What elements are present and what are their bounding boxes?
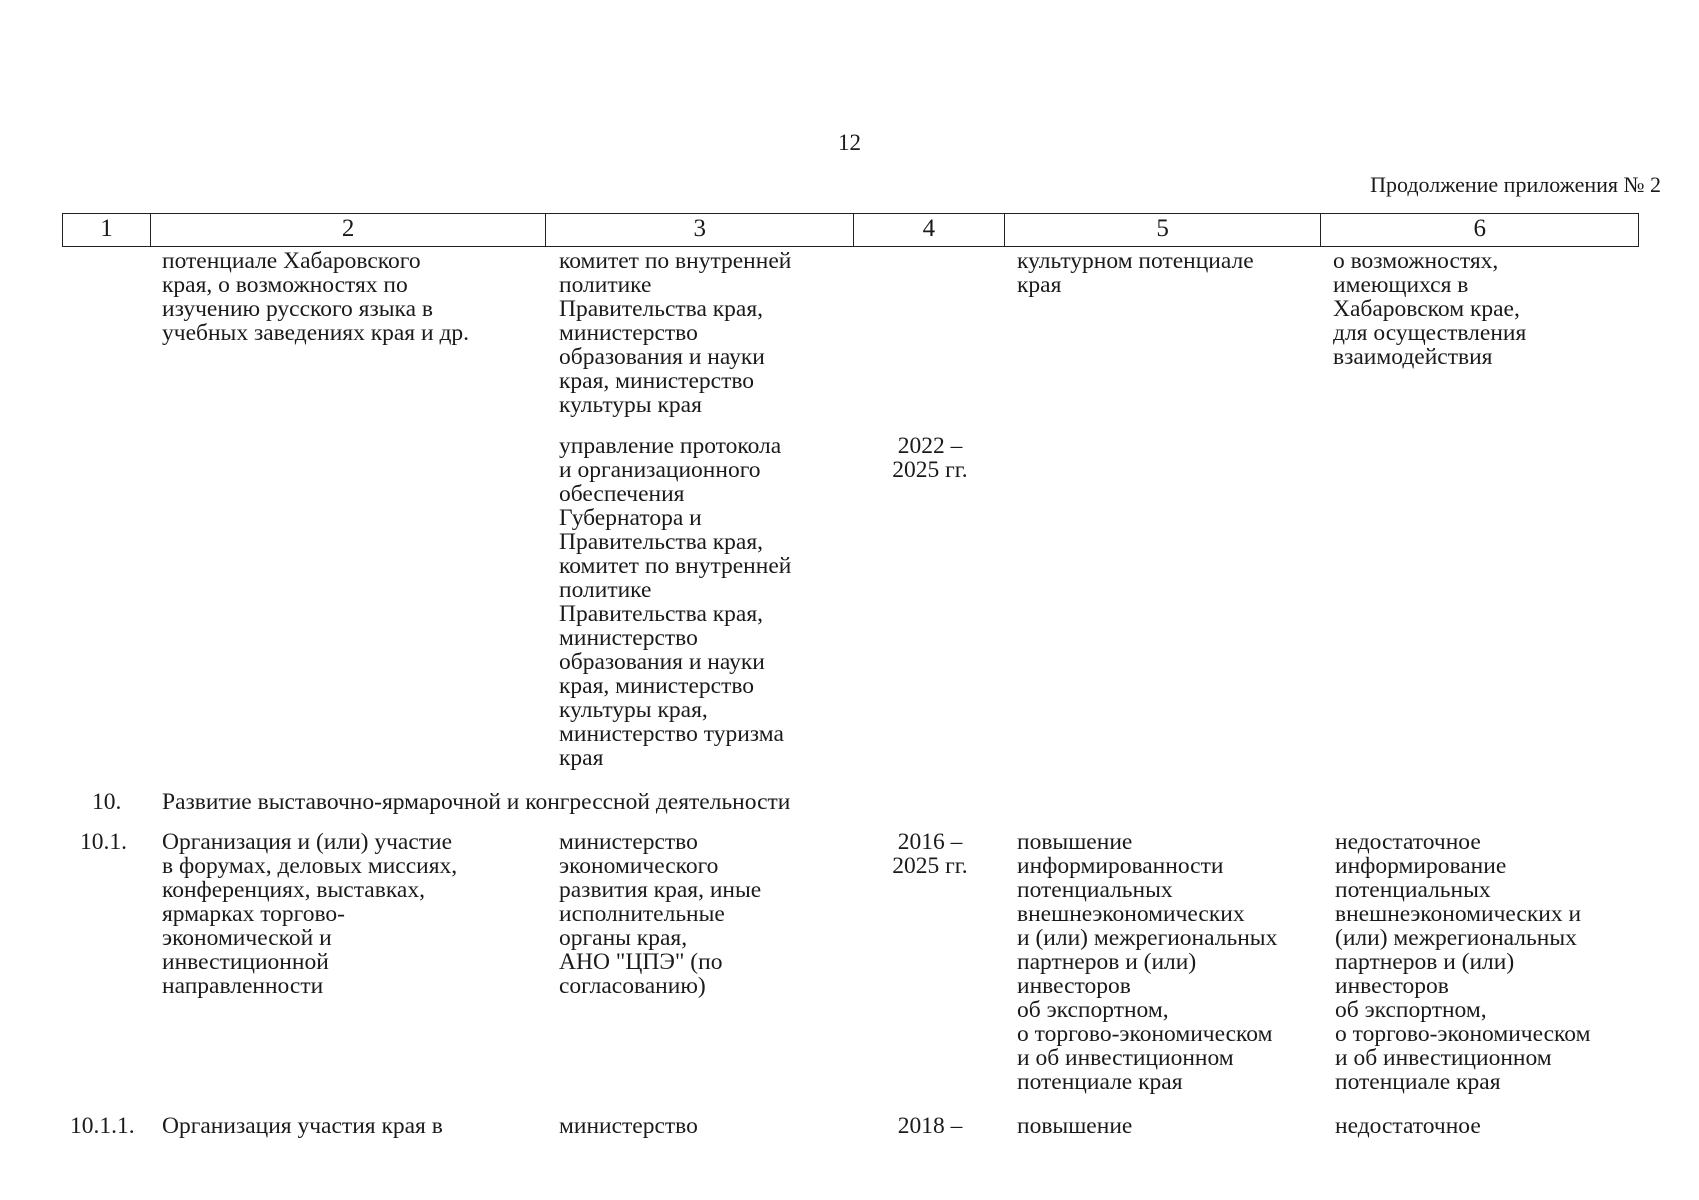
top-row-col6: о возможностях, имеющихся в Хабаровском крае, для осуществления взаимодействия [1333, 248, 1527, 370]
header-col-2: 2 [151, 214, 547, 246]
item-10-1-col2: Организация и (или) участие в форумах, деловых миссиях, конференциях, выставках, ярмарках торгово- экономической и инвестиционной направленности [162, 829, 458, 999]
item-10-1-1-col2: Организация участия края в [162, 1113, 443, 1139]
top-row-col3: комитет по внутренней политике Правительства края, министерство образования и науки края, министерство культуры края [559, 248, 792, 418]
item-10-1-1-col6: недостаточное [1335, 1113, 1481, 1139]
second-row-col3: управление протокола и организационного обеспечения Губернатора и Правительства края, комитет по внутренней политике Правительства края, министерство образования и науки края, министерство культуры края, министерство туризма края [559, 433, 792, 771]
item-10-1-col4: 2016 – 2025 гг. [892, 829, 968, 879]
second-row-col4: 2022 – 2025 гг. [892, 433, 968, 483]
section-10-title: Развитие выставочно-ярмарочной и конгрессной деятельности [162, 789, 791, 815]
page-number: 12 [838, 130, 861, 155]
header-col-3: 3 [546, 214, 854, 246]
top-row-col2: потенциале Хабаровского края, о возможностях по изучению русского языка в учебных заведениях края и др. [162, 248, 470, 346]
header-col-6: 6 [1473, 215, 1486, 242]
table-header-row [62, 213, 1639, 247]
item-10-1-1-col5: повышение [1017, 1113, 1133, 1139]
item-10-1-col3: министерство экономического развития края, иные исполнительные органы края, АНО "ЦПЭ" (по согласованию) [559, 829, 762, 999]
item-10-1-number: 10.1. [80, 829, 127, 855]
header-col-4: 4 [854, 214, 1005, 246]
item-10-1-1-col3: министерство [559, 1113, 698, 1139]
header-col-1: 1 [63, 214, 151, 246]
top-row-col5: культурном потенциале края [1017, 248, 1254, 298]
item-10-1-1-number: 10.1.1. [70, 1113, 135, 1139]
continuation-label: Продолжение приложения № 2 [1370, 172, 1661, 197]
section-10-number: 10. [92, 789, 122, 815]
item-10-1-col5: повышение информированности потенциальных внешнеэкономических и (или) межрегиональных партнеров и (или) инвесторов об экспортном, о торгово-экономическом и об инвестиционном потенциале края [1017, 829, 1278, 1095]
item-10-1-1-col4: 2018 – [897, 1113, 963, 1139]
item-10-1-col6: недостаточное информирование потенциальных внешнеэкономических и (или) межрегиональных партнеров и (или) инвесторов об экспортном, о торгово-экономическом и об инвестиционном потенциале края [1335, 829, 1591, 1095]
header-col-5: 5 [1005, 214, 1322, 246]
